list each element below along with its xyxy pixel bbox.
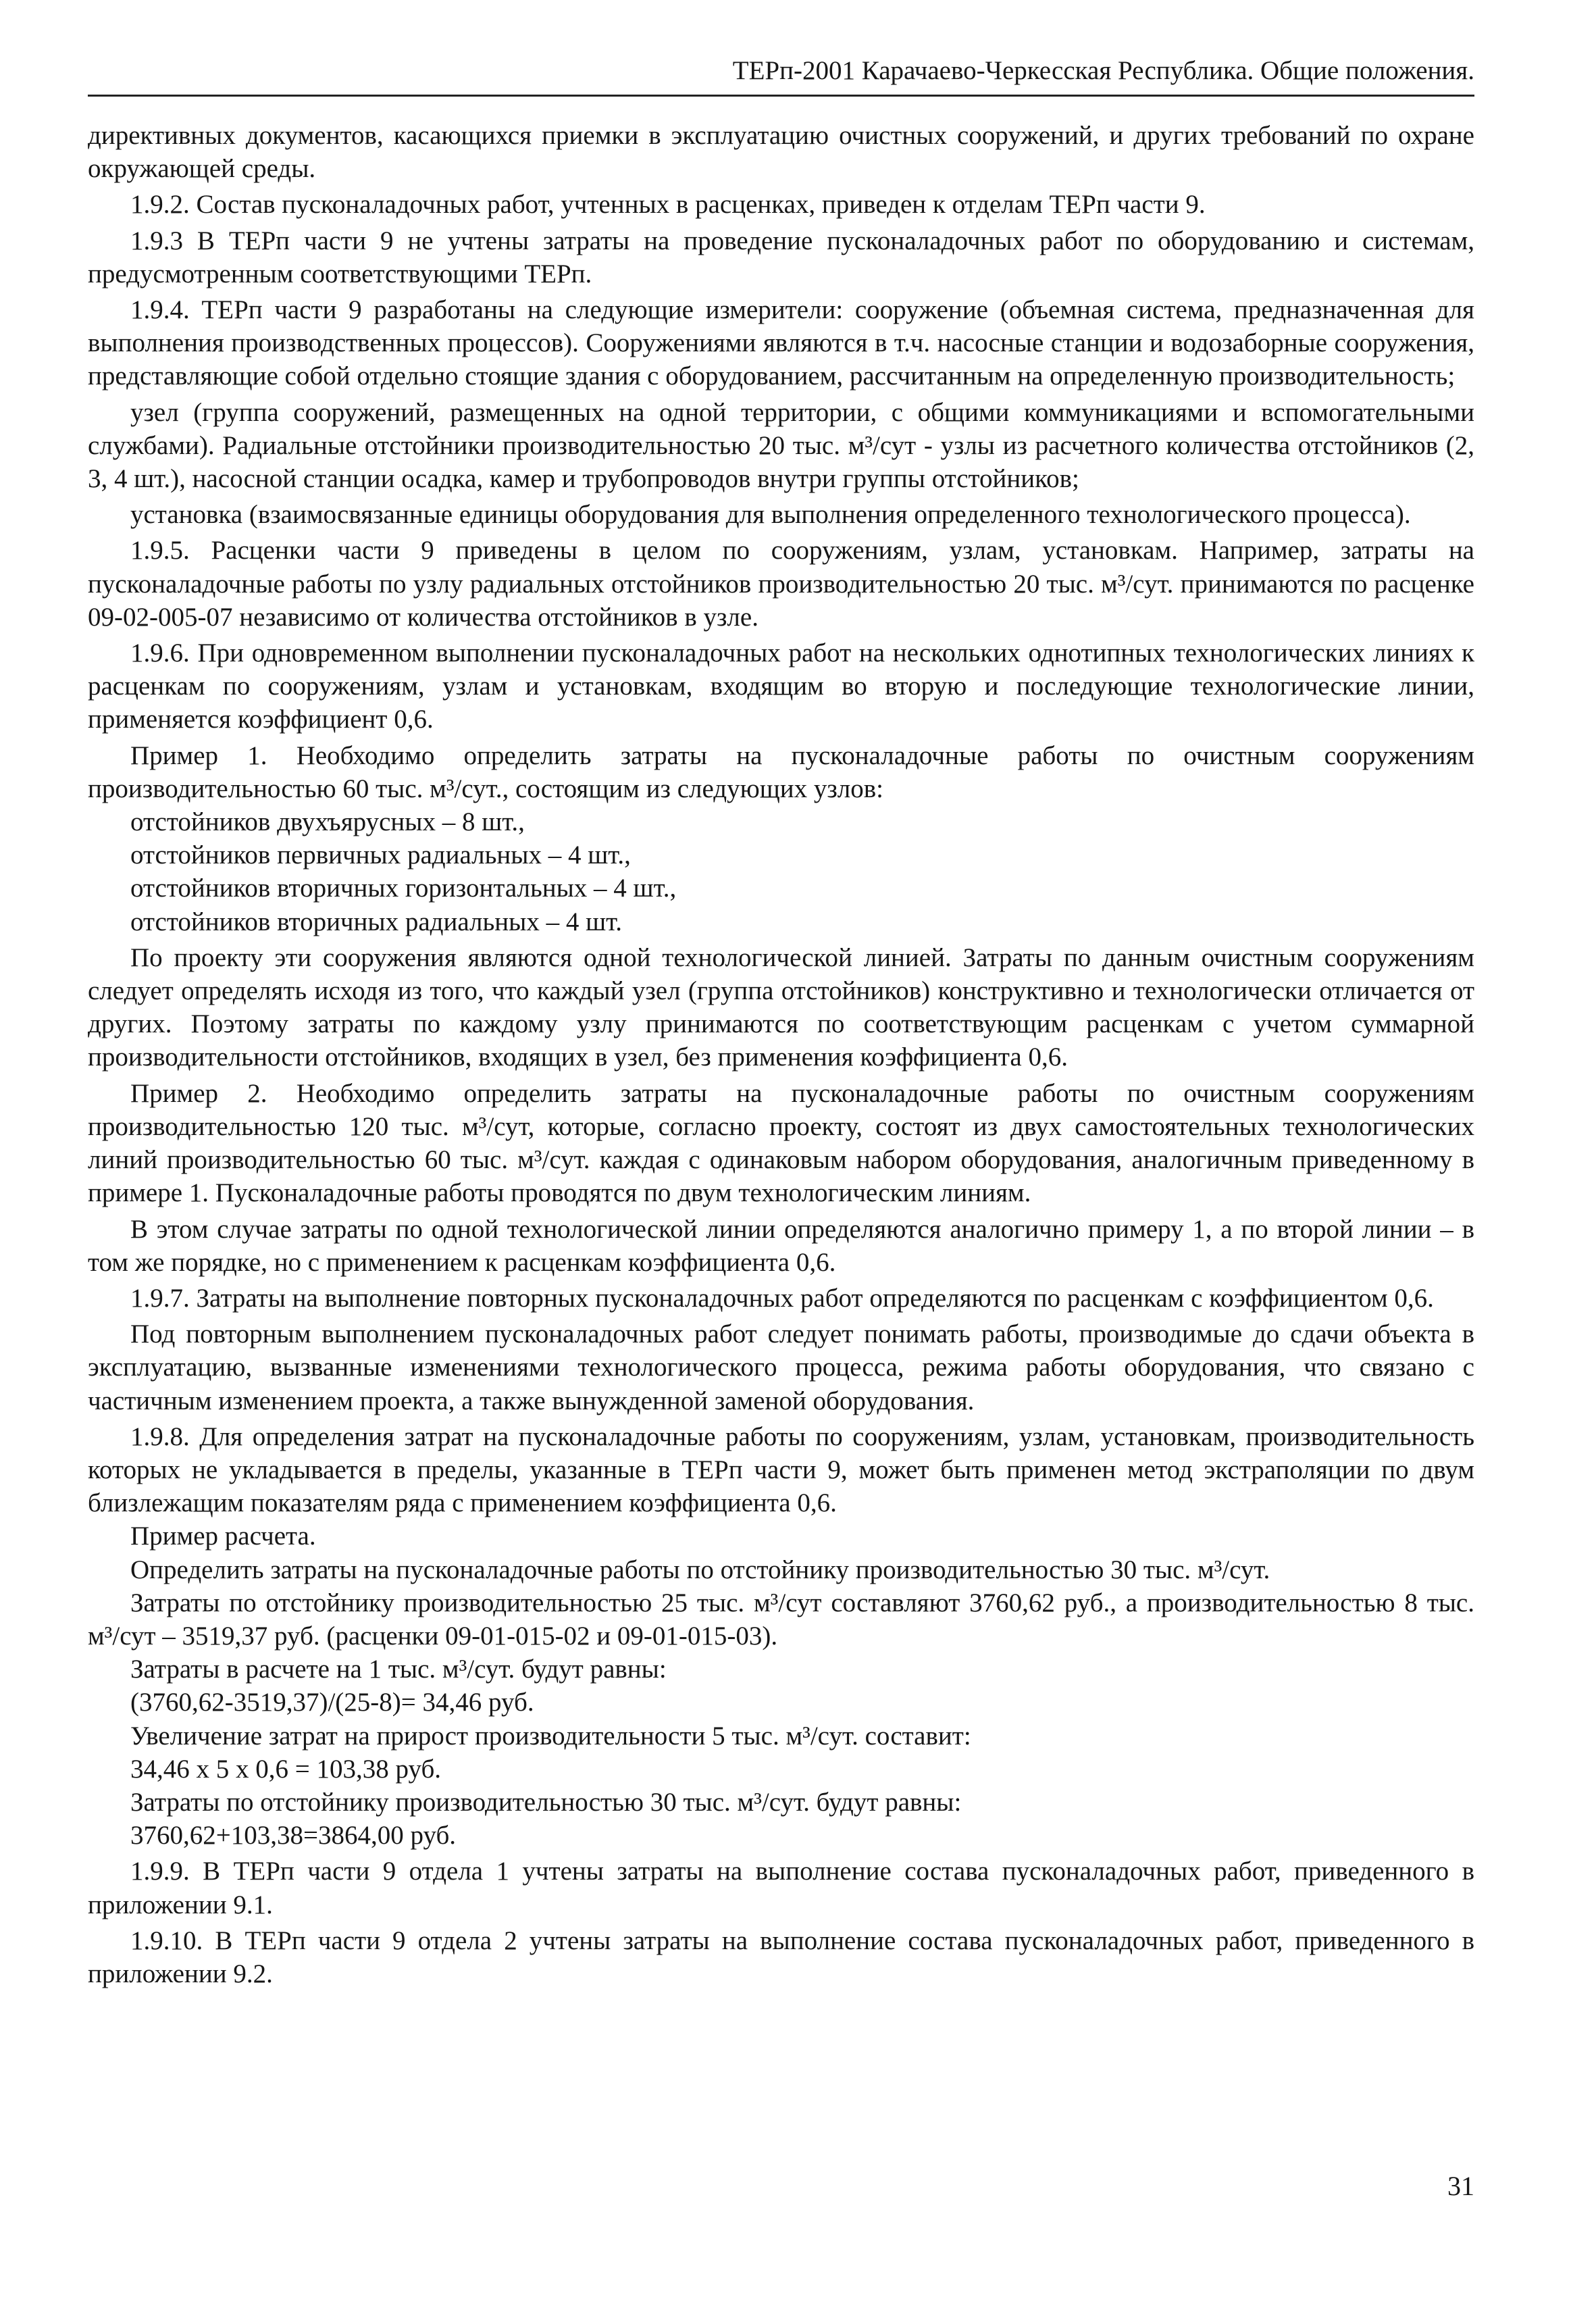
list-item: отстойников вторичных горизонтальных – 4 шт., bbox=[130, 874, 677, 903]
list-item: отстойников вторичных радиальных – 4 шт. bbox=[130, 907, 623, 936]
formula-line: 34,46 х 5 х 0,6 = 103,38 руб. bbox=[130, 1754, 442, 1784]
paragraph: Под повторным выполнением пусконаладочных работ следует понимать работы, производимые до сдачи объекта в эксплуатацию, вызванные изменениями технологического процесса, режима работы оборудования, что связано с частичным изменением проекта, а также вынужденной заменой оборудования. bbox=[88, 1319, 1474, 1415]
paragraph: 1.9.3 В ТЕРп части 9 не учтены затраты на проведение пусконаладочных работ по оборудованию и системам, предусмотренным соответствующими ТЕРп. bbox=[88, 226, 1474, 288]
paragraph: 1.9.5. Расценки части 9 приведены в целом по сооружениям, узлам, установкам. Например, затраты на пусконаладочные работы по узлу радиальных отстойников производительностью 20 тыс. м³/сут. принимаются по расценке 09-02-005-07 независимо от количества отстойников в узле. bbox=[88, 536, 1474, 632]
formula-line: (3760,62-3519,37)/(25-8)= 34,46 руб. bbox=[130, 1688, 534, 1717]
paragraph: 1.9.9. В ТЕРп части 9 отдела 1 учтены затраты на выполнение состава пусконаладочных работ, приведенного в приложении 9.1. bbox=[88, 1857, 1474, 1919]
paragraph: 1.9.4. ТЕРп части 9 разработаны на следующие измерители: сооружение (объемная система, предназначенная для выполнения производственных процессов). Сооружениями являются в т.ч. насосные станции и водозаборные сооружения, представляющие собой отдельно стоящие здания с оборудованием, рассчитанным на определенную производительность; bbox=[88, 295, 1474, 391]
formula-line: 3760,62+103,38=3864,00 руб. bbox=[130, 1821, 457, 1851]
running-header: ТЕРп-2001 Карачаево-Черкесская Республика. Общие положения. bbox=[732, 56, 1474, 85]
paragraph: 1.9.2. Состав пусконаладочных работ, учтенных в расценках, приведен к отделам ТЕРп части 9. bbox=[130, 190, 1206, 220]
paragraph: Пример 1. Необходимо определить затраты на пусконаладочные работы по очистным сооружениям производительностью 60 тыс. м³/сут., состоящим из следующих узлов: bbox=[88, 740, 1474, 803]
paragraph: Затраты по отстойнику производительностью 25 тыс. м³/сут составляют 3760,62 руб., а производительностью 8 тыс. м³/сут – 3519,37 руб. (расценки 09-01-015-02 и 09-01-015-03). bbox=[88, 1588, 1474, 1651]
list-item: отстойников двухъярусных – 8 шт., bbox=[130, 807, 525, 837]
paragraph: 1.9.7. Затраты на выполнение повторных пусконаладочных работ определяются по расценкам с коэффициентом 0,6. bbox=[130, 1283, 1434, 1313]
page-number: 31 bbox=[1447, 2171, 1474, 2201]
paragraph: Затраты по отстойнику производительностью 30 тыс. м³/сут. будут равны: bbox=[130, 1787, 962, 1817]
paragraph: директивных документов, касающихся приемки в эксплуатацию очистных сооружений, и других требований по охране окружающей среды. bbox=[88, 121, 1474, 184]
paragraph: установка (взаимосвязанные единицы оборудования для выполнения определенного технологического процесса). bbox=[130, 500, 1411, 530]
list-item: отстойников первичных радиальных – 4 шт., bbox=[130, 840, 631, 870]
paragraph: 1.9.10. В ТЕРп части 9 отдела 2 учтены затраты на выполнение состава пусконаладочных работ, приведенного в приложении 9.2. bbox=[88, 1926, 1474, 1988]
paragraph: Пример расчета. bbox=[130, 1521, 316, 1551]
header-rule bbox=[88, 95, 1474, 97]
paragraph: узел (группа сооружений, размещенных на одной территории, с общими коммуникациями и вспомогательными службами). Радиальные отстойники производительностью 20 тыс. м³/сут - узлы из расчетного количества отстойников (2, 3, 4 шт.), насосной станции осадка, камер и трубопроводов внутри группы отстойников; bbox=[88, 397, 1474, 494]
paragraph: Определить затраты на пусконаладочные работы по отстойнику производительностью 30 тыс. м³/сут. bbox=[130, 1555, 1270, 1584]
paragraph: Увеличение затрат на прирост производительности 5 тыс. м³/сут. составит: bbox=[130, 1721, 971, 1751]
paragraph: 1.9.6. При одновременном выполнении пусконаладочных работ на нескольких однотипных технологических линиях к расценкам по сооружениям, узлам и установкам, входящим во вторую и последующие технологические линии, применяется коэффициент 0,6. bbox=[88, 638, 1474, 734]
body-text bbox=[88, 119, 1474, 1990]
paragraph: По проекту эти сооружения являются одной технологической линией. Затраты по данным очистным сооружениям следует определять исходя из того, что каждый узел (группа отстойников) конструктивно и технологически отличается от других. Поэтому затраты по каждому узлу принимаются по соответствующим расценкам с учетом суммарной производительности отстойников, входящих в узел, без применения коэффициента 0,6. bbox=[88, 942, 1474, 1072]
paragraph: Затраты в расчете на 1 тыс. м³/сут. будут равны: bbox=[130, 1655, 667, 1684]
paragraph: 1.9.8. Для определения затрат на пусконаладочные работы по сооружениям, узлам, установкам, производительность которых не укладывается в пределы, указанные в ТЕРп части 9, может быть применен метод экстраполяции по двум близлежащим показателям ряда с применением коэффициента 0,6. bbox=[88, 1422, 1474, 1518]
paragraph: В этом случае затраты по одной технологической линии определяются аналогично примеру 1, а по второй линии – в том же порядке, но с применением к расценкам коэффициента 0,6. bbox=[88, 1214, 1474, 1277]
paragraph: Пример 2. Необходимо определить затраты на пусконаладочные работы по очистным сооружениям производительностью 120 тыс. м³/сут, которые, согласно проекту, состоят из двух самостоятельных технологических линий производительностью 60 тыс. м³/сут. каждая с одинаковым набором оборудования, аналогичным приведенному в примере 1. Пусконаладочные работы проводятся по двум технологическим линиям. bbox=[88, 1078, 1474, 1208]
